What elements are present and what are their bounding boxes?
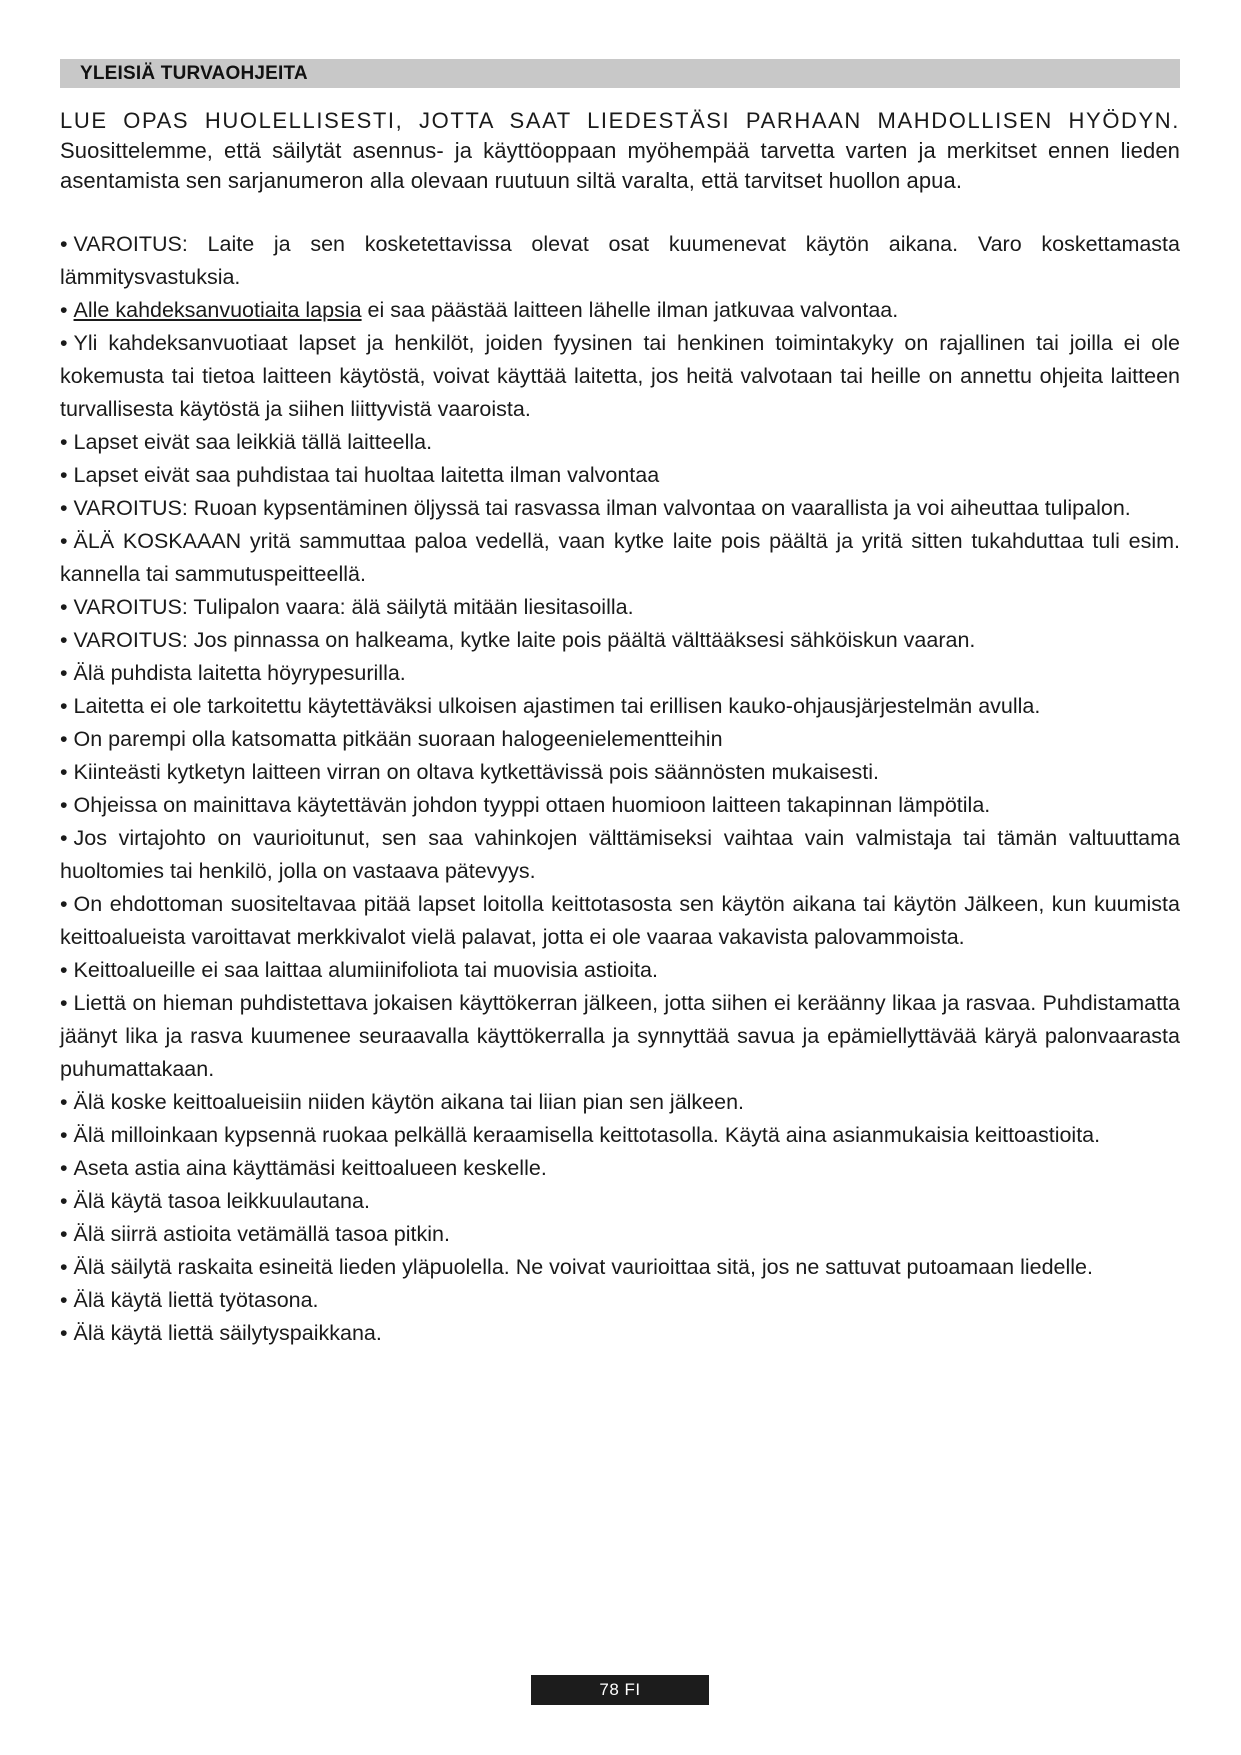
warning-item-text: Älä koske keittoalueisiin niiden käytön aikana tai liian pian sen jälkeen.: [73, 1090, 745, 1114]
warning-item: [60, 954, 1180, 987]
bullet-icon: •: [60, 298, 68, 322]
warning-item-text: VAROITUS: Laite ja sen kosketettavissa olevat osat kuumenevat käytön aikana. Varo koskettamasta lämmitysvastuksia.: [60, 232, 1180, 289]
warning-item-text: Älä käytä liettä säilytyspaikkana.: [73, 1321, 382, 1345]
bullet-icon: •: [60, 991, 68, 1015]
warning-item-text: On parempi olla katsomatta pitkään suoraan halogeenielementteihin: [73, 727, 723, 751]
intro-caps-line: LUE OPAS HUOLELLISESTI, JOTTA SAAT LIEDESTÄSI PARHAAN MAHDOLLISEN HYÖDYN.: [60, 108, 1180, 133]
bullet-icon: •: [60, 661, 68, 685]
warning-item: [60, 525, 1180, 591]
warning-item-text: Jos virtajohto on vaurioitunut, sen saa vahinkojen välttämiseksi vaihtaa vain valmistaja tai tämän valtuuttama huoltomies tai henkilö, jolla on vastaava pätevyys.: [60, 826, 1180, 883]
warning-item-text: ÄLÄ KOSKAAAN yritä sammuttaa paloa vedellä, vaan kytke laite pois päältä ja yritä sitten tukahduttaa tuli esim. kannella tai sammutuspeitteellä.: [60, 529, 1180, 586]
warning-item-text: Älä milloinkaan kypsennä ruokaa pelkällä keraamisella keittotasolla. Käytä aina asianmukaisia keittoastioita.: [73, 1123, 1101, 1147]
intro-paragraph: [60, 106, 1180, 196]
warning-item-text: Älä käytä liettä työtasona.: [73, 1288, 319, 1312]
warning-item: [60, 723, 1180, 756]
warning-item: [60, 789, 1180, 822]
section-title: YLEISIÄ TURVAOHJEITA: [60, 59, 1180, 88]
warning-item: [60, 1185, 1180, 1218]
bullet-icon: •: [60, 628, 68, 652]
warning-item: [60, 1086, 1180, 1119]
warning-item-text: ei saa päästää laitteen lähelle ilman jatkuvaa valvontaa.: [361, 298, 899, 322]
bullet-icon: •: [60, 793, 68, 817]
bullet-icon: •: [60, 727, 68, 751]
warning-item: [60, 492, 1180, 525]
warning-item-text: Lapset eivät saa puhdistaa tai huoltaa laitetta ilman valvontaa: [73, 463, 660, 487]
warning-item-text: Liettä on hieman puhdistettava jokaisen käyttökerran jälkeen, jotta siihen ei keräänny likaa ja rasvaa. Puhdistamatta jäänyt lika ja rasva kuumenee seuraavalla käyttökerralla ja synnyttää savua ja epämiellyttävää käryä palonvaarasta puhumattakaan.: [60, 991, 1180, 1081]
warning-item-text: Älä siirrä astioita vetämällä tasoa pitkin.: [73, 1222, 450, 1246]
bullet-icon: •: [60, 1123, 68, 1147]
bullet-icon: •: [60, 1288, 68, 1312]
warning-item-text: Yli kahdeksanvuotiaat lapset ja henkilöt, joiden fyysinen tai henkinen toimintakyky on rajallinen tai joilla ei ole kokemusta tai tietoa laitteen käytöstä, voivat käyttää laitetta, jos heitä valvotaan tai heille on annettu ohjeita laitteen turvallisesta käytöstä ja siihen liittyvistä vaaroista.: [60, 331, 1180, 421]
warning-item: [60, 1119, 1180, 1152]
bullet-icon: •: [60, 1156, 68, 1180]
warning-item: [60, 1284, 1180, 1317]
bullet-icon: •: [60, 232, 68, 256]
warning-item: [60, 624, 1180, 657]
warning-item-text: On ehdottoman suositeltavaa pitää lapset loitolla keittotasosta sen käytön aikana tai käytön Jälkeen, kun kuumista keittoalueista varoittavat merkkivalot vielä palavat, jotta ei ole vaaraa vakavista palovammoista.: [60, 892, 1180, 949]
warning-item-text: VAROITUS: Jos pinnassa on halkeama, kytke laite pois päältä välttääksesi sähköiskun vaaran.: [73, 628, 976, 652]
bullet-icon: •: [60, 595, 68, 619]
warning-item-text: Älä säilytä raskaita esineitä lieden yläpuolella. Ne voivat vaurioittaa sitä, jos ne sattuvat putoamaan liedelle.: [73, 1255, 1093, 1279]
bullet-icon: •: [60, 463, 68, 487]
bullet-icon: •: [60, 1090, 68, 1114]
warning-item: [60, 756, 1180, 789]
manual-page: [60, 59, 1180, 1350]
warning-item: [60, 426, 1180, 459]
warning-item-text: Kiinteästi kytketyn laitteen virran on oltava kytkettävissä pois säännösten mukaisesti.: [73, 760, 879, 784]
warning-item-text: Ohjeissa on mainittava käytettävän johdon tyyppi ottaen huomioon laitteen takapinnan lämpötila.: [73, 793, 991, 817]
warning-item: [60, 1251, 1180, 1284]
safety-warnings-list: [60, 228, 1180, 1350]
bullet-icon: •: [60, 760, 68, 784]
warning-item: [60, 987, 1180, 1086]
warning-item-text: Lapset eivät saa leikkiä tällä laitteella.: [73, 430, 433, 454]
page-number: 78 FI: [531, 1675, 709, 1705]
warning-item-text: Älä puhdista laitetta höyrypesurilla.: [73, 661, 406, 685]
warning-item-text: Älä käytä tasoa leikkuulautana.: [73, 1189, 370, 1213]
warning-item: [60, 657, 1180, 690]
warning-item-text: Laitetta ei ole tarkoitettu käytettäväksi ulkoisen ajastimen tai erillisen kauko-ohjausjärjestelmän avulla.: [73, 694, 1041, 718]
bullet-icon: •: [60, 958, 68, 982]
warning-item-text: Keittoalueille ei saa laittaa alumiinifoliota tai muovisia astioita.: [73, 958, 658, 982]
warning-item: [60, 888, 1180, 954]
warning-item: [60, 228, 1180, 294]
bullet-icon: •: [60, 892, 68, 916]
bullet-icon: •: [60, 496, 68, 520]
bullet-icon: •: [60, 1321, 68, 1345]
warning-item: [60, 327, 1180, 426]
warning-item: [60, 294, 1180, 327]
warning-item-text: VAROITUS: Ruoan kypsentäminen öljyssä tai rasvassa ilman valvontaa on vaarallista ja voi aiheuttaa tulipalon.: [73, 496, 1131, 520]
warning-item: [60, 822, 1180, 888]
bullet-icon: •: [60, 331, 68, 355]
warning-item-text: VAROITUS: Tulipalon vaara: älä säilytä mitään liesitasoilla.: [73, 595, 634, 619]
warning-item: [60, 1218, 1180, 1251]
warning-item-text: Aseta astia aina käyttämäsi keittoalueen keskelle.: [73, 1156, 547, 1180]
warning-item: [60, 1317, 1180, 1350]
bullet-icon: •: [60, 1255, 68, 1279]
warning-item: [60, 1152, 1180, 1185]
intro-text: Suosittelemme, että säilytät asennus- ja käyttöoppaan myöhempää tarvetta varten ja merkitset ennen lieden asentamista sen sarjanumeron alla olevaan ruutuun siltä varalta, että tarvitset huollon apua.: [60, 138, 1180, 193]
warning-item-emphasis: Alle kahdeksanvuotiaita lapsia: [73, 298, 362, 322]
bullet-icon: •: [60, 529, 68, 553]
warning-item: [60, 690, 1180, 723]
bullet-icon: •: [60, 1222, 68, 1246]
warning-item: [60, 459, 1180, 492]
bullet-icon: •: [60, 1189, 68, 1213]
bullet-icon: •: [60, 694, 68, 718]
bullet-icon: •: [60, 826, 68, 850]
warning-item: [60, 591, 1180, 624]
bullet-icon: •: [60, 430, 68, 454]
